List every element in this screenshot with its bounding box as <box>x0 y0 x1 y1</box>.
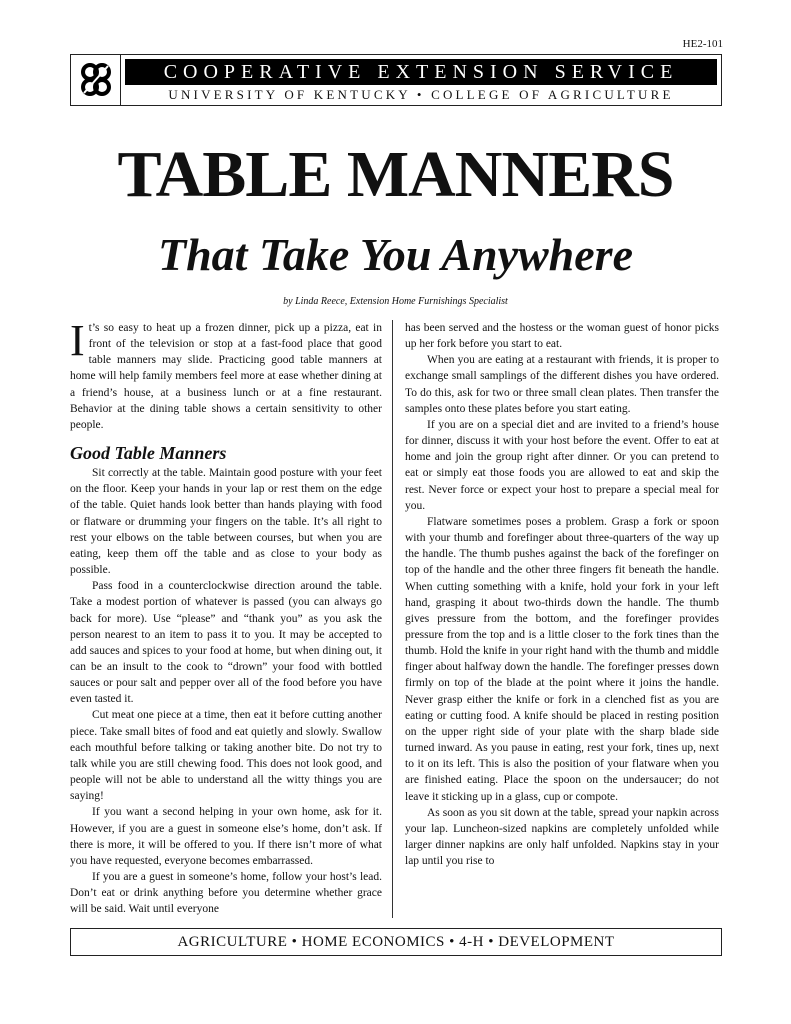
section-heading: Good Table Manners <box>70 443 227 464</box>
program-footer: AGRICULTURE • HOME ECONOMICS • 4-H • DEVELOPMENT <box>70 928 722 956</box>
page-subtitle: That Take You Anywhere <box>158 229 633 280</box>
intro-paragraph <box>70 320 382 433</box>
body-paragraph: Flatware sometimes poses a problem. Grasp a fork or spoon with your thumb and forefinger about three-quarters of the way up the handle. The thumb pushes against the back of the forefinger on top of the handle and the other three fingers fit beneath the handle. When cutting something with a knife, hold your fork in your left hand, grasping it about two-thirds down the handle. The thumb gives pressure from the bottom, and the forefinger provides pressure from the top and is a little closer to the fork tines than the thumb. Hold the knife in your right hand with the thumb and middle finger about halfway down the handle. The forefinger presses down firmly on top of the blade at the point where it joins the handle. Never grasp either the knife or fork in a clenched fist as you are eating or cutting food. A knife should be placed in resting position on the upper right side of your plate with the sharp blade side turned inward. As you pause in eating, rest your fork, tines up, next to it on its left. This is also the position of your flatware when you are finished eating. Place the spoon on the undersaucer; do not leave it sticking up in a glass, cup or compote. <box>405 515 719 803</box>
extension-header <box>70 54 722 106</box>
university-subline: UNIVERSITY OF KENTUCKY • COLLEGE OF AGRICULTURE <box>168 87 674 102</box>
drop-cap: I <box>70 320 85 365</box>
byline: by Linda Reece, Extension Home Furnishings Specialist <box>283 296 508 307</box>
body-paragraph: Sit correctly at the table. Maintain good posture with your feet on the floor. Keep your hands in your lap or rest them on the edge of the table. Quiet hands look better than hands playing with food or flatware or drumming your fingers on the table. It’s all right to rest your elbows on the table between courses, but when you are eating, keep them off the table and as close to your body as possible. <box>70 467 382 577</box>
left-column <box>70 320 382 920</box>
body-paragraph: Cut meat one piece at a time, then eat it before cutting another piece. Take small bites of food and eat quietly and slowly. Swallow each mouthful before talking or taking another bite. Do not try to talk while you are still chewing food. This does not look good, and people will not be able to understand all the witty things you are saying! <box>70 709 382 803</box>
body-paragraph: As soon as you sit down at the table, spread your napkin across your lap. Luncheon-sized napkins are completely unfolded while larger dinner napkins are only half unfolded. Napkins stay in your lap until you rise to <box>405 806 719 868</box>
body-paragraph: Pass food in a counterclockwise direction around the table. Take a modest portion of whatever is passed (you can always go back for more). Use “please” and “thank you” as you ask the person nearest to an item to pass it to you. It may be accepted to add sauces and spices to your food at home, but when dining out, it can be an insult to the cook to “drown” your food with bottled sauces or pour salt and pepper over all of the food before you have even tasted it. <box>70 580 382 706</box>
page-title: TABLE MANNERS <box>117 138 674 211</box>
body-paragraph: If you want a second helping in your own home, ask for it. However, if you are a guest in someone else’s home, don’t ask. If there is more, it will be offered to you. If there isn’t more of what you have requested, everyone becomes embarrassed. <box>70 806 382 867</box>
column-divider <box>392 320 393 918</box>
publication-number: HE2-101 <box>682 38 723 50</box>
cooperative-extension-logo-icon <box>71 55 121 105</box>
continued-paragraph: has been served and the hostess or the woman guest of honor picks up her fork before you start to eat. <box>405 322 719 351</box>
intro-text: t’s so easy to heat up a frozen dinner, pick up a pizza, eat in front of the television or stop at a fast-food place that good table manners may slide. Practicing good table manners at home will help family members feel more at ease whether dining at a friend’s house, at a business lunch or at a fine restaurant. Behavior at the dining table shows a certain sensitivity to other people. <box>70 322 382 431</box>
extension-banner: COOPERATIVE EXTENSION SERVICE <box>125 59 717 85</box>
body-paragraph: When you are eating at a restaurant with friends, it is proper to exchange small samplings of the different dishes you have ordered. To do this, ask for two or three small clean plates. Then transfer the samples onto these plates before you start eating. <box>405 354 719 415</box>
body-paragraph: If you are a guest in someone’s home, follow your host’s lead. Don’t eat or drink anything before you determine whether grace will be said. Wait until everyone <box>70 871 382 916</box>
body-paragraph: If you are on a special diet and are invited to a friend’s house for dinner, discuss it with your host before the event. Offer to eat at home and join the group right after dinner. Or you can pretend to eat or simply eat those foods you are allowed to eat and skip the rest. Never force or expect your host to prepare a special meal for you. <box>405 418 719 512</box>
right-column <box>405 320 719 920</box>
